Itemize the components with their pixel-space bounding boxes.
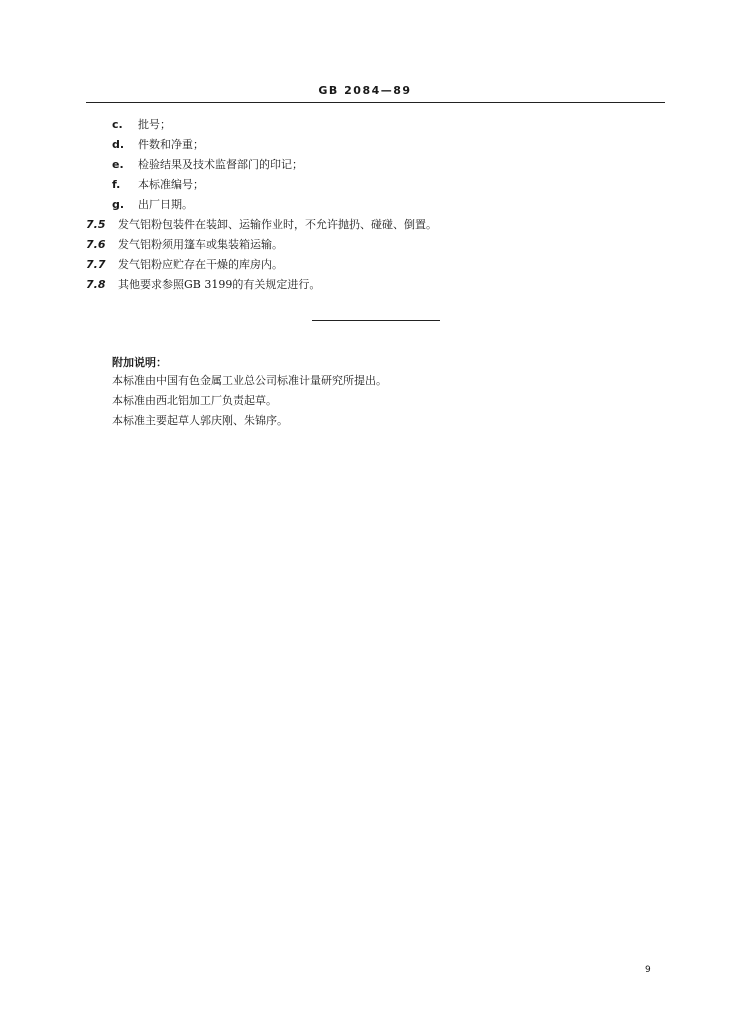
marking-item-d: [112, 138, 204, 152]
additional-note-line: 本标准主要起草人郭庆刚、朱锦序。: [112, 414, 288, 427]
item-marker: g.: [112, 198, 125, 211]
item-marker: d.: [112, 138, 125, 151]
clause-7-5: [86, 218, 437, 232]
item-marker: c.: [112, 118, 123, 131]
clause-7-7: [86, 258, 283, 272]
marking-item-e: [112, 158, 303, 172]
clause-7-8: [86, 278, 320, 292]
additional-note-line: 本标准由中国有色金属工业总公司标准计量研究所提出。: [112, 374, 387, 387]
item-text: 批号；: [138, 118, 171, 131]
standard-code-header: GB 2084—89: [318, 84, 412, 97]
clause-text: 发气铝粉包装件在装卸、运输作业时，不允许抛扔、碰碰、倒置。: [118, 218, 437, 231]
marking-item-g: [112, 198, 193, 212]
clause-7-6: [86, 238, 283, 252]
item-text: 本标准编号；: [138, 178, 204, 191]
header-rule: [86, 102, 665, 103]
clause-number: 7.5: [86, 218, 106, 231]
clause-number: 7.7: [86, 258, 106, 271]
marking-item-c: [112, 118, 171, 132]
clause-text: 其他要求参照GB 3199的有关规定进行。: [118, 278, 321, 291]
end-of-text-rule: [312, 320, 440, 321]
clause-number: 7.8: [86, 278, 106, 291]
item-marker: f.: [112, 178, 121, 191]
item-marker: e.: [112, 158, 124, 171]
additional-note-line: 本标准由西北铝加工厂负责起草。: [112, 394, 277, 407]
item-text: 检验结果及技术监督部门的印记；: [138, 158, 303, 171]
clause-text: 发气铝粉应贮存在干燥的库房内。: [118, 258, 283, 271]
marking-item-f: [112, 178, 204, 192]
page-number: 9: [645, 965, 651, 975]
item-text: 出厂日期。: [138, 198, 193, 211]
clause-number: 7.6: [86, 238, 106, 251]
additional-notes-heading: 附加说明：: [112, 356, 167, 369]
item-text: 件数和净重；: [138, 138, 204, 151]
clause-text: 发气铝粉须用篷车或集装箱运输。: [118, 238, 283, 251]
